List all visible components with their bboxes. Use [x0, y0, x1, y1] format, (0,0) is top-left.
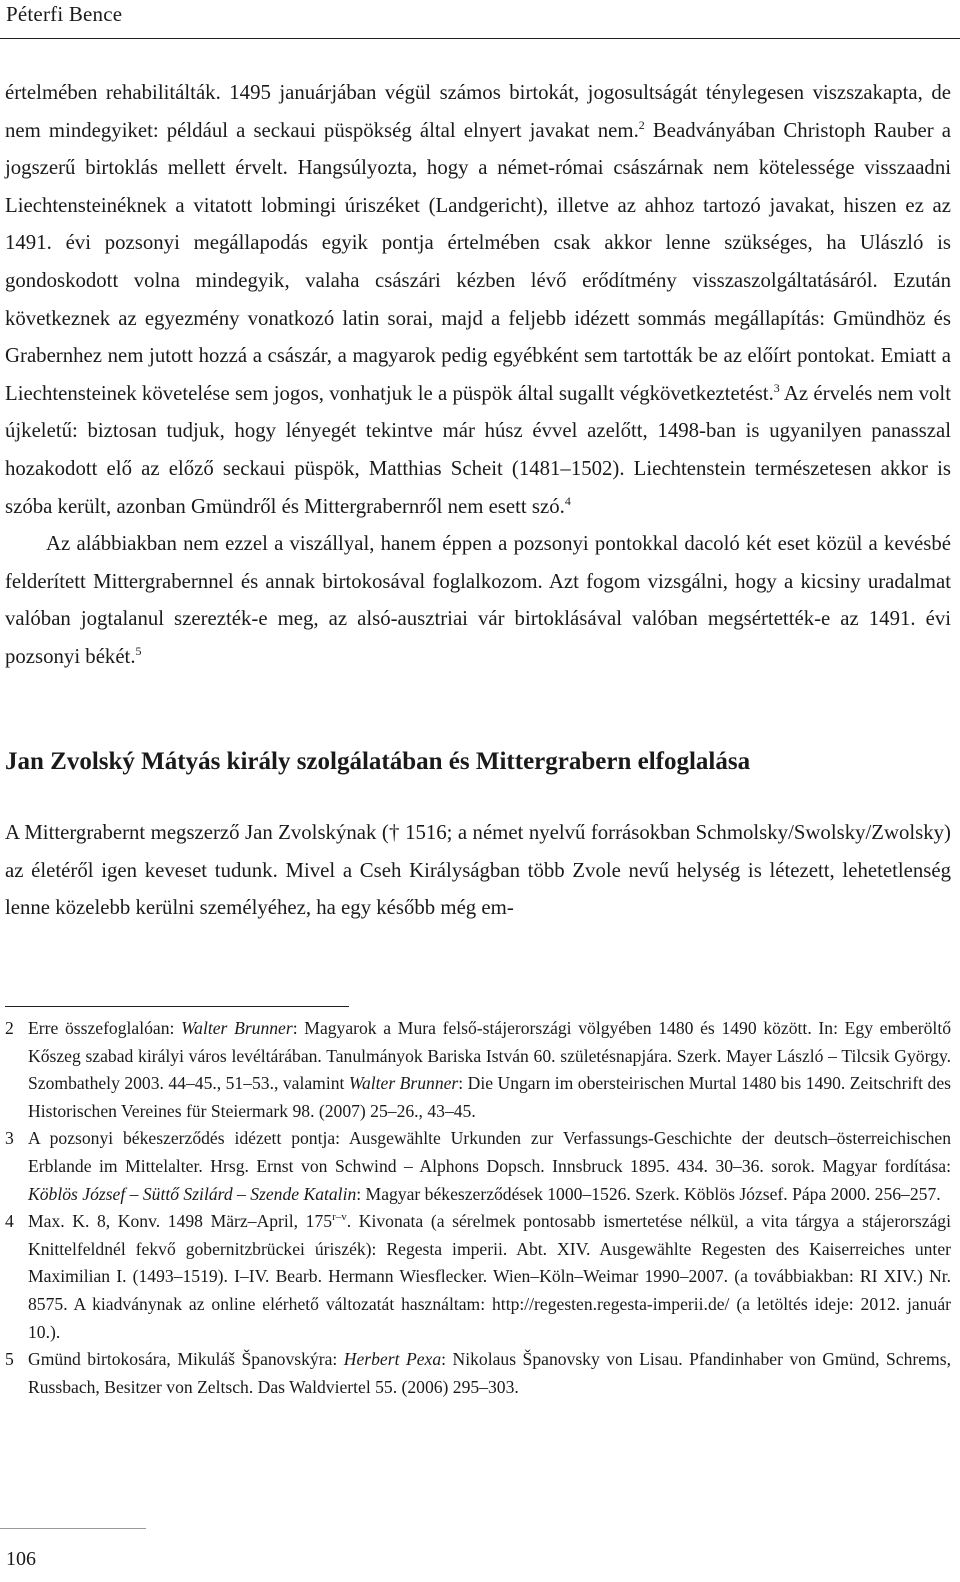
- footnote-text: : Magyar békeszerződések 1000–1526. Szerk. Köblös József. Pápa 2000. 256–257.: [356, 1183, 941, 1204]
- footnote-author: Herbert Pexa: [343, 1349, 442, 1370]
- footnote-text: A pozsonyi békeszerződés idézett pontja: Ausgewählte Urkunden zur Verfassungs-Geschichte der deutsch–österreichischen Erblande im Mittelalter. Hrsg. Ernst von Schwind – Alphons Dopsch. Innsbruck 1895. 434. 30–36. sorok. Magyar fordítása:: [28, 1128, 951, 1176]
- section-heading: Jan Zvolský Mátyás király szolgálatában és Mittergrabern elfoglalása: [5, 748, 751, 775]
- footnote-5: [5, 1346, 951, 1401]
- footnote-ref-3[interactable]: 3: [773, 380, 780, 395]
- footnote-4: [5, 1208, 951, 1346]
- running-header: Péterfi Bence: [6, 2, 123, 26]
- footnote-text: : Nikolaus Španovsky von Lisau. Pfandinhaber von Gmünd, Schrems, Russbach, Besitzer von Zeltsch. Das Waldviertel 55. (2006) 295–303.: [28, 1349, 951, 1397]
- page-rule: [0, 1528, 146, 1529]
- footnote-author: Walter Brunner: [348, 1073, 459, 1094]
- footnote-number: 3: [5, 1128, 14, 1149]
- page-number: 106: [6, 1548, 36, 1570]
- paragraph-1-mid: Beadványában Christoph Rauber a jogszerű birtoklás mellett érvelt. Hangsúlyozta, hogy a német-római császárnak nem kötelessége visszaadni Liechtensteinéknek a vitatott lobmingi úriszéket (Landgericht), illetve az ahhoz tartozó javakat, hiszen ez az 1491. évi pozsonyi megállapodás egyik pontja értelmében csak akkor lenne szükséges, ha Ulászló is gondoskodott volna mindegyik, valaha császári kézben lévő erődítmény visszaszolgáltatásáról. Ezután következnek az egyezmény vonatkozó latin sorai, majd a feljebb idézett sommás megállapítás: Gmündhöz és Grabernhez nem jutott hozzá a császár, a magyarok pedig egyébként sem tartották be az előírt pontokat. Emiatt a Liechtensteinek követelése sem jogos, vonhatjuk le a püspök által sugallt végkövetkeztetést.: [5, 118, 951, 405]
- footnote-author: Köblös József – Süttő Szilárd – Szende Katalin: [28, 1183, 357, 1204]
- footnote-author: Walter Brunner: [181, 1018, 293, 1038]
- footnote-ref-5[interactable]: 5: [135, 643, 142, 658]
- footnotes: [5, 1015, 951, 1401]
- paragraph-1: [5, 74, 951, 525]
- paragraph-2: [5, 525, 951, 675]
- header-rule: [0, 38, 960, 39]
- footnote-3: [5, 1125, 951, 1208]
- paragraph-1-tail: Az érvelés nem volt újkeletű: biztosan tudjuk, hogy lényegét tekintve már húsz évvel azelőtt, 1498-ban is ugyanilyen panasszal hozakodott elő az előző seckaui püspök, Matthias Scheit (1481–1502). Liechtenstein természetesen akkor is szóba került, azonban Gmündről és Mittergrabernről nem esett szó.: [5, 381, 951, 518]
- footnote-ref-2[interactable]: 2: [638, 117, 645, 132]
- footnote-ref-4[interactable]: 4: [564, 493, 571, 508]
- body-text: [5, 74, 951, 676]
- footnote-2: [5, 1015, 951, 1125]
- footnote-text: : Die Ungarn im obersteirischen Murtal 1480 bis 1490. Zeitschrift des Historischen Vereines für Steiermark 98. (2007) 25–26., 43–45.: [28, 1073, 951, 1121]
- footnote-text: : Magyarok a Mura felső-stájerországi völgyében 1480 és 1490 között. In: Egy emberöltő Kőszeg szabad királyi város levéltárában. Tanulmányok Bariska István 60. születésnapjára. Szerk. Mayer László – Tilcsik György. Szombathely 2003. 44–45., 51–53., valamint: [28, 1018, 952, 1094]
- footnote-text: Erre összefoglalóan:: [28, 1018, 182, 1038]
- section-text: [5, 814, 951, 927]
- section-paragraph: A Mittergrabernt megszerző Jan Zvolskýnak († 1516; a német nyelvű forrásokban Schmolsky/Swolsky/Zwolsky) az életéről igen keveset tudunk. Mivel a Cseh Királyságban több Zvole nevű helység is létezett, lehetetlenség lenne közelebb kerülni személyéhez, ha egy később még em-: [5, 821, 951, 920]
- footnote-text: Gmünd birtokosára, Mikuláš Španovskýra:: [28, 1349, 344, 1370]
- paragraph-2-text: Az alábbiakban nem ezzel a viszállyal, hanem éppen a pozsonyi pontokkal dacoló két eset közül a kevésbé felderített Mittergrabernnel és annak birtokosával foglalkozom. Azt fogom vizsgálni, hogy a kicsiny uradalmat valóban jogtalanul szerezték-e meg, az alsó-ausztriai vár birtoklásával valóban megsértették-e az 1491. évi pozsonyi békét.: [5, 532, 951, 668]
- paragraph-1-intro: értelmében rehabilitálták. 1495 januárjában végül számos birtokát, jogosultságát ténylegesen viszszakapta, de nem mindegyiket: például a seckaui püspökség által elnyert javakat nem.: [5, 81, 951, 142]
- footnote-number: 4: [5, 1211, 14, 1232]
- footnote-text: . Kivonata (a sérelmek pontosabb ismertetése nélkül, a vita tárgya a stájerországi Knittelfeldnél fekvő gobernitzbrückei úriszék): Regesta imperii. Abt. XIV. Ausgewählte Regesten des Kaiserreiches unter Maximilian I. (1493–1519). I–IV. Bearb. Hermann Wiesflecker. Wien–Köln–Weimar 1990–2007. (a továbbiakban: RI XIV.) Nr. 8575. A kiadványnak az online elérhető változatát használtam: http://regesten.regesta-imperii.de/ (a letöltés ideje: 2012. január 10.).: [28, 1211, 951, 1342]
- footnote-number: 2: [5, 1018, 14, 1038]
- footnote-folio: r–v: [332, 1211, 347, 1224]
- footnote-number: 5: [5, 1349, 14, 1370]
- footnote-text: Max. K. 8, Konv. 1498 März–April, 175: [28, 1211, 333, 1232]
- footnote-rule: [5, 1006, 349, 1007]
